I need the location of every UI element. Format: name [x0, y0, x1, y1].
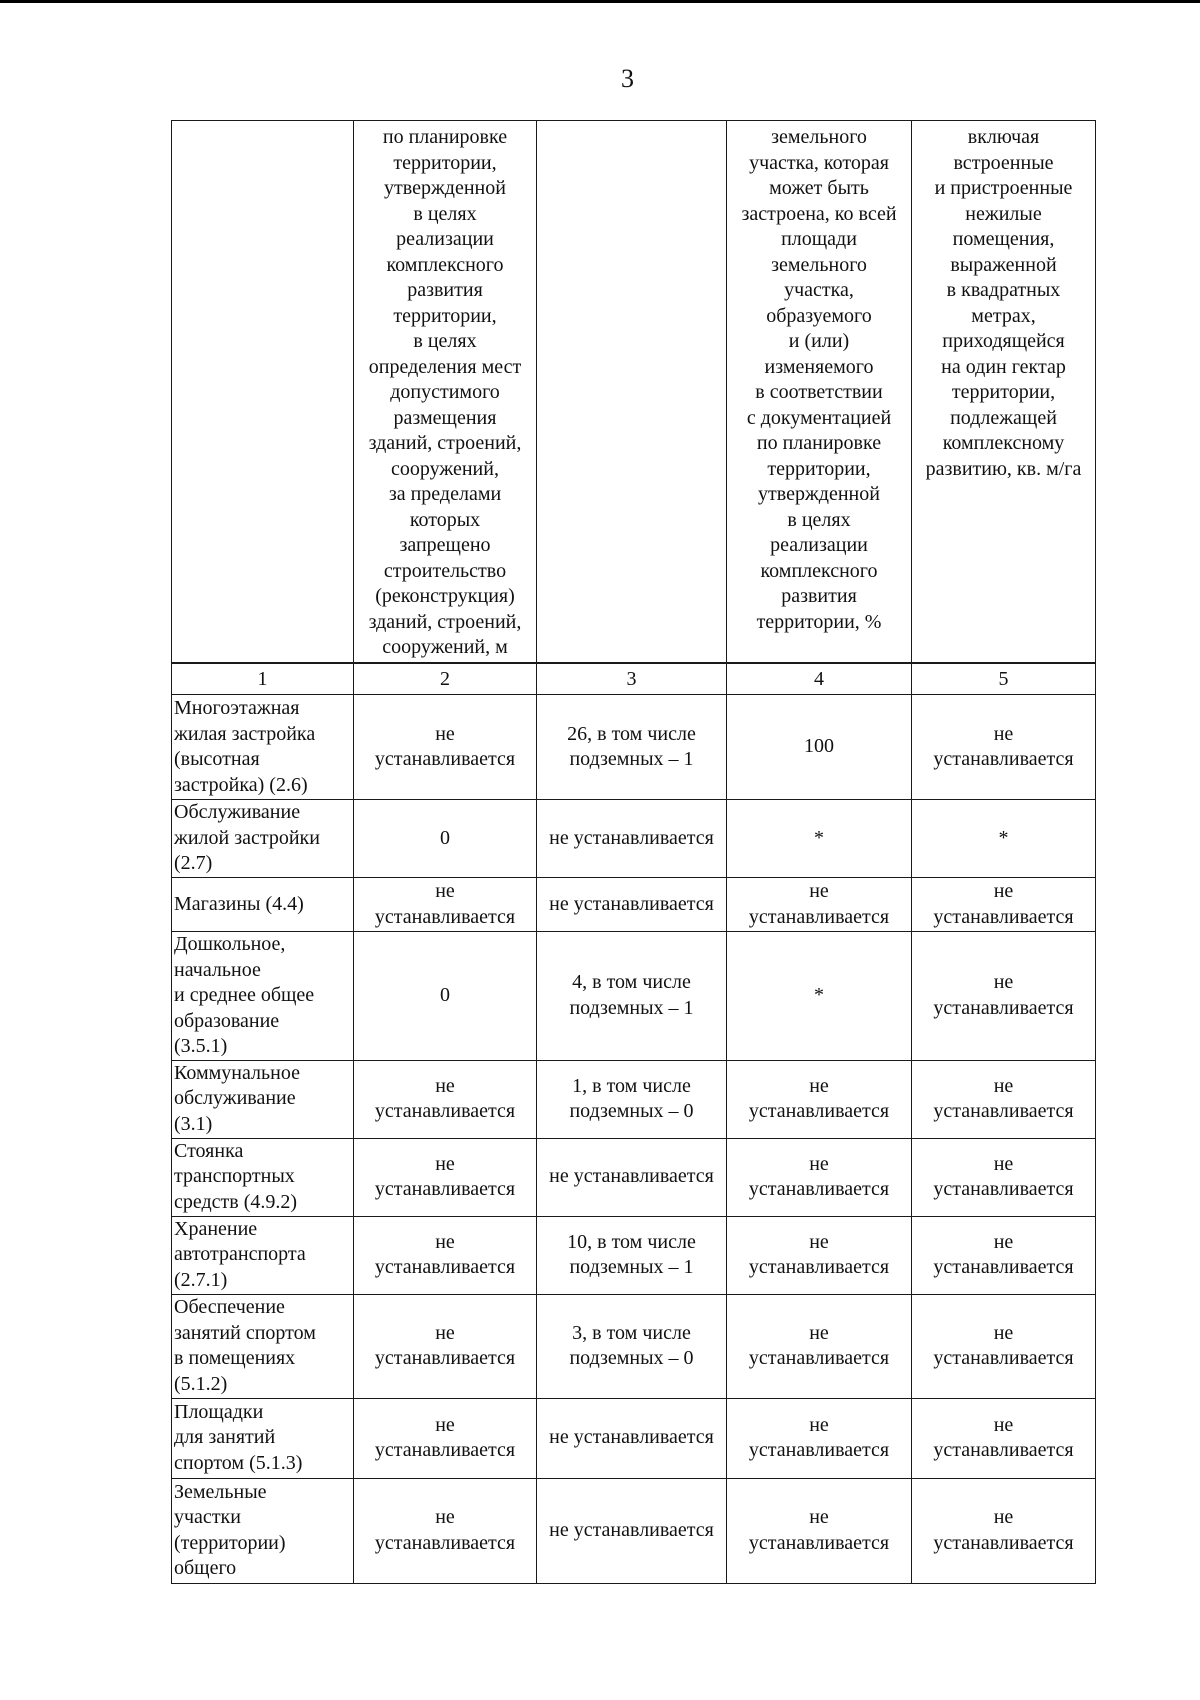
cell-col-5-text: не устанавливается [933, 1413, 1074, 1461]
cell-col-4 [727, 1398, 912, 1478]
cell-col-4-text: не устанавливается [748, 1506, 890, 1554]
table-row [172, 932, 1096, 1061]
cell-col-3-text: не устанавливается [549, 1426, 714, 1449]
cell-col-3-text: 4, в том числе подземных – 1 [569, 971, 694, 1019]
cell-col-4 [727, 932, 912, 1061]
cell-col-4 [727, 1478, 912, 1583]
cell-col-5-text: не устанавливается [933, 971, 1074, 1019]
cell-col-5-text: не устанавливается [933, 1152, 1074, 1200]
cell-col-3 [537, 1294, 727, 1398]
land-use-name [172, 1294, 354, 1398]
land-use-name [172, 1138, 354, 1216]
cell-col-5-text: не устанавливается [933, 1321, 1074, 1369]
land-use-name-text: Дошкольное, начальное и среднее общее образование (3.5.1) [174, 933, 315, 1057]
cell-col-4-text: * [814, 984, 824, 1006]
cell-col-2-text: не устанавливается [374, 1074, 516, 1122]
cell-col-2 [354, 1060, 537, 1138]
cell-col-3 [537, 1138, 727, 1216]
land-use-name [172, 1398, 354, 1478]
cell-col-5-text: * [998, 826, 1009, 849]
land-use-name-text: Многоэтажная жилая застройка (высотная застройка) (2.6) [174, 697, 316, 796]
cell-col-3 [537, 1216, 727, 1294]
cell-col-3-text: не устанавливается [549, 1165, 714, 1188]
land-use-name-text: Хранение автотранспорта (2.7.1) [174, 1217, 306, 1291]
header-col-2: по планировке территории, утвержденной в целях реализации комплексного развития территории, в целях определения мест допустимого размещения зданий, строений, сооружений, за пределами которых запрещено строительство (реконструкция) зданий, строений, сооружений, м [354, 121, 537, 663]
cell-col-4 [727, 1138, 912, 1216]
header-col-3 [537, 121, 727, 663]
cell-col-5 [912, 800, 1096, 878]
table-row [172, 1138, 1096, 1216]
header-continuation-row [172, 121, 1096, 663]
cell-col-2-text: 0 [440, 984, 450, 1006]
cell-col-2 [354, 1294, 537, 1398]
cell-col-2 [354, 1478, 537, 1583]
cell-col-2-text: не устанавливается [374, 722, 516, 770]
cell-col-4 [727, 878, 912, 932]
table-row [172, 878, 1096, 932]
column-number: 1 [172, 663, 354, 695]
cell-col-2-text: не устанавливается [374, 1152, 516, 1200]
cell-col-4 [727, 1294, 912, 1398]
cell-col-5 [912, 1138, 1096, 1216]
cell-col-4-text: * [814, 826, 824, 849]
cell-col-3 [537, 878, 727, 932]
cell-col-4-text: не устанавливается [748, 1152, 890, 1200]
cell-col-4 [727, 1060, 912, 1138]
cell-col-5 [912, 1478, 1096, 1583]
cell-col-2 [354, 878, 537, 932]
cell-col-4-text: не устанавливается [748, 1413, 890, 1461]
land-use-name-text: Площадки для занятий спортом (5.1.3) [174, 1400, 303, 1474]
cell-col-4-text: не устанавливается [748, 1074, 890, 1122]
cell-col-2-text: 0 [440, 826, 450, 849]
cell-col-2 [354, 695, 537, 800]
table-row [172, 1060, 1096, 1138]
column-number: 2 [354, 663, 537, 695]
header-col-5: включая встроенные и пристроенные нежилые помещения, выраженной в квадратных метрах, приходящейся на один гектар территории, подлежащей комплексному развитию, кв. м/га [912, 121, 1096, 663]
cell-col-2-text: не устанавливается [374, 1230, 516, 1278]
column-number: 3 [537, 663, 727, 695]
cell-col-4-text: не устанавливается [748, 1230, 890, 1278]
cell-col-5-text: не устанавливается [933, 880, 1074, 928]
cell-col-2-text: не устанавливается [374, 1321, 516, 1369]
cell-col-2 [354, 1216, 537, 1294]
land-use-name [172, 932, 354, 1061]
cell-col-3-text: 10, в том числе подземных – 1 [567, 1230, 696, 1278]
column-number: 5 [912, 663, 1096, 695]
land-use-name [172, 800, 354, 878]
land-use-name-text: Обслуживание жилой застройки (2.7) [174, 801, 320, 875]
page-top-border [0, 0, 1200, 3]
regulations-table [171, 120, 1096, 1584]
table-row [172, 1478, 1096, 1583]
cell-col-2-text: не устанавливается [374, 1506, 516, 1554]
table-row [172, 695, 1096, 800]
table-row [172, 800, 1096, 878]
land-use-name [172, 878, 354, 932]
cell-col-3 [537, 695, 727, 800]
cell-col-3 [537, 1478, 727, 1583]
table-row [172, 1398, 1096, 1478]
cell-col-4-text: 100 [804, 735, 834, 758]
cell-col-3 [537, 1060, 727, 1138]
cell-col-2-text: не устанавливается [374, 1413, 516, 1461]
land-use-name [172, 695, 354, 800]
cell-col-5 [912, 1060, 1096, 1138]
cell-col-2 [354, 932, 537, 1061]
land-use-name-text: Стоянка транспортных средств (4.9.2) [174, 1139, 298, 1213]
cell-col-5-text: не устанавливается [933, 722, 1074, 770]
cell-col-4-text: не устанавливается [748, 880, 890, 928]
cell-col-5 [912, 1216, 1096, 1294]
land-use-name-text: Магазины (4.4) [174, 892, 304, 915]
cell-col-5 [912, 878, 1096, 932]
cell-col-2 [354, 1138, 537, 1216]
cell-col-4 [727, 695, 912, 800]
land-use-name-text: Земельные участки (территории) общего [174, 1480, 286, 1579]
table-row [172, 1294, 1096, 1398]
cell-col-2 [354, 1398, 537, 1478]
land-use-name-text: Коммунальное обслуживание (3.1) [174, 1061, 300, 1135]
land-use-name [172, 1060, 354, 1138]
column-number: 4 [727, 663, 912, 695]
header-col-4: земельного участка, которая может быть застроена, ко всей площади земельного участка, образуемого и (или) изменяемого в соответствии с документацией по планировке территории, утвержденной в целях реализации комплексного развития территории, % [727, 121, 912, 663]
column-number-row [172, 663, 1096, 695]
table-row [172, 1216, 1096, 1294]
cell-col-2 [354, 800, 537, 878]
cell-col-4 [727, 800, 912, 878]
cell-col-3-text: 3, в том числе подземных – 0 [569, 1321, 694, 1369]
cell-col-3-text: 1, в том числе подземных – 0 [569, 1074, 694, 1122]
cell-col-5-text: не устанавливается [933, 1074, 1074, 1122]
cell-col-3-text: не устанавливается [549, 1518, 714, 1541]
cell-col-2-text: не устанавливается [374, 880, 516, 928]
cell-col-5-text: не устанавливается [933, 1230, 1074, 1278]
cell-col-3-text: 26, в том числе подземных – 1 [567, 722, 696, 770]
cell-col-4 [727, 1216, 912, 1294]
cell-col-3-text: не устанавливается [549, 826, 714, 849]
header-col-1 [172, 121, 354, 663]
cell-col-5-text: не устанавливается [933, 1506, 1074, 1554]
land-use-name-text: Обеспечение занятий спортом в помещениях (5.1.2) [174, 1296, 316, 1395]
page-number: 3 [621, 64, 634, 93]
cell-col-3 [537, 932, 727, 1061]
cell-col-5 [912, 1398, 1096, 1478]
land-use-name [172, 1216, 354, 1294]
cell-col-5 [912, 932, 1096, 1061]
land-use-name [172, 1478, 354, 1583]
cell-col-4-text: не устанавливается [748, 1321, 890, 1369]
cell-col-5 [912, 695, 1096, 800]
cell-col-3 [537, 800, 727, 878]
cell-col-5 [912, 1294, 1096, 1398]
cell-col-3 [537, 1398, 727, 1478]
cell-col-3-text: не устанавливается [549, 892, 714, 915]
